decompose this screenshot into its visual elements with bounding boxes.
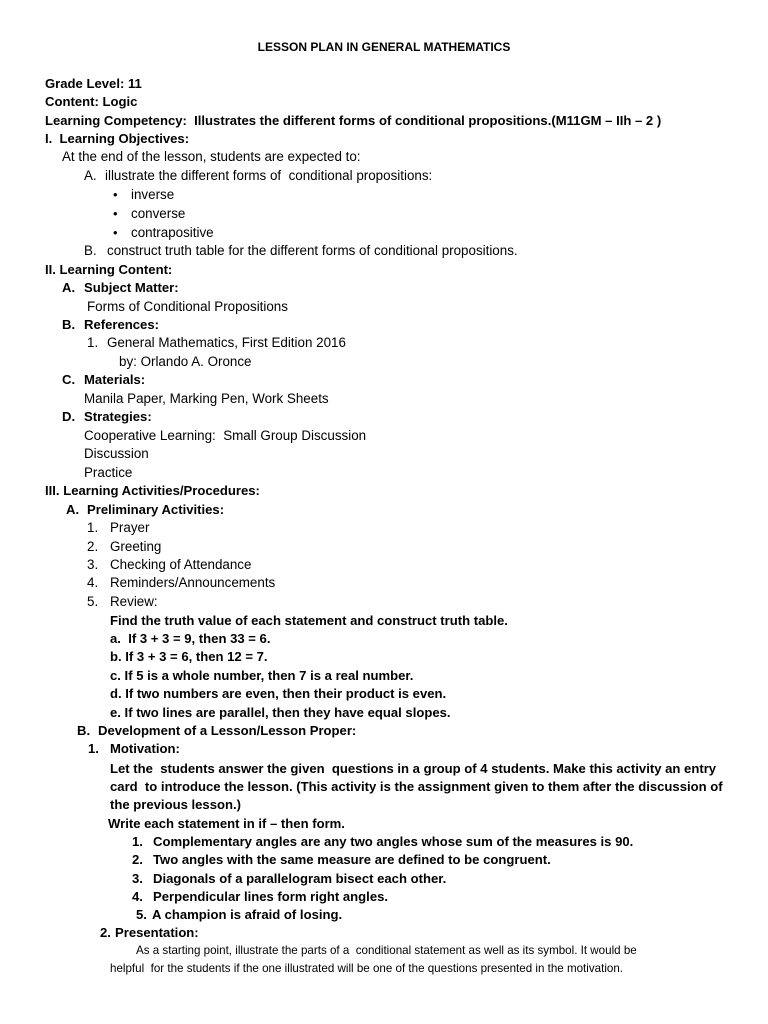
subheading-development: Development of a Lesson/Lesson Proper: xyxy=(98,723,357,738)
strategy-item: Practice xyxy=(84,465,133,480)
activity-item: Checking of Attendance xyxy=(110,557,252,572)
subheading-subject-matter: Subject Matter: xyxy=(84,280,179,295)
motivation-paragraph-line: card to introduce the lesson. (This activity is the assignment given to them after the discussion of xyxy=(110,779,723,794)
list-marker: 3. xyxy=(87,557,99,572)
list-marker: B. xyxy=(84,243,97,258)
activity-item: Greeting xyxy=(110,539,162,554)
objective-text: construct truth table for the different forms of conditional propositions. xyxy=(107,243,518,258)
list-marker: A. xyxy=(66,502,80,517)
presentation-paragraph-line: As a starting point, illustrate the parts of a conditional statement as well as its symbol. It would be xyxy=(136,944,637,957)
review-instruction: Find the truth value of each statement and construct truth table. xyxy=(110,613,508,628)
bullet-marker: • xyxy=(113,225,118,240)
review-statement: c. If 5 is a whole number, then 7 is a real number. xyxy=(110,668,414,683)
motivation-statement: Two angles with the same measure are defined to be congruent. xyxy=(153,852,551,867)
bullet-marker: • xyxy=(113,187,118,202)
motivation-statement: Complementary angles are any two angles whose sum of the measures is 90. xyxy=(153,834,634,849)
subheading-preliminary: Preliminary Activities: xyxy=(87,502,225,517)
list-marker: 5. xyxy=(136,907,147,922)
content-topic: Content: Logic xyxy=(45,94,138,109)
bullet-item: contrapositive xyxy=(131,225,214,240)
bullet-item: converse xyxy=(131,206,186,221)
list-marker: 1. xyxy=(87,520,99,535)
motivation-instruction: Write each statement in if – then form. xyxy=(108,816,345,831)
materials-text: Manila Paper, Marking Pen, Work Sheets xyxy=(84,391,329,406)
list-marker: C. xyxy=(62,372,76,387)
strategy-item: Discussion xyxy=(84,446,149,461)
motivation-paragraph-line: Let the students answer the given questions in a group of 4 students. Make this activity an entry xyxy=(110,761,717,776)
list-marker: 1. xyxy=(132,834,143,849)
document-title: LESSON PLAN IN GENERAL MATHEMATICS xyxy=(257,40,511,54)
list-marker: D. xyxy=(62,409,76,424)
list-marker: 5. xyxy=(87,594,99,609)
review-statement: e. If two lines are parallel, then they have equal slopes. xyxy=(110,705,451,720)
list-marker: A. xyxy=(62,280,76,295)
subheading-strategies: Strategies: xyxy=(84,409,152,424)
list-marker: 2. xyxy=(100,925,111,940)
motivation-paragraph-line: the previous lesson.) xyxy=(110,797,241,812)
list-marker: B. xyxy=(62,317,76,332)
review-statement: d. If two numbers are even, then their product is even. xyxy=(110,686,447,701)
review-statement: b. If 3 + 3 = 6, then 12 = 7. xyxy=(110,649,268,664)
review-statement: a. If 3 + 3 = 9, then 33 = 6. xyxy=(110,631,271,646)
subheading-motivation: Motivation: xyxy=(110,741,180,756)
activity-item: Prayer xyxy=(110,520,150,535)
list-marker: 1. xyxy=(88,741,99,756)
list-marker: 4. xyxy=(132,889,143,904)
learning-competency: Learning Competency: Illustrates the different forms of conditional propositions.(M11GM – IIh – 2 ) xyxy=(45,113,662,128)
list-marker: 3. xyxy=(132,871,143,886)
list-marker: A. xyxy=(84,168,97,183)
motivation-statement: A champion is afraid of losing. xyxy=(152,907,343,922)
list-marker: B. xyxy=(77,723,91,738)
subject-matter-text: Forms of Conditional Propositions xyxy=(87,299,288,314)
section-heading-procedures: III. Learning Activities/Procedures: xyxy=(45,483,260,498)
presentation-paragraph-line: helpful for the students if the one illustrated will be one of the questions presented in the motivation. xyxy=(110,962,624,975)
list-marker: 2. xyxy=(132,852,143,867)
section-heading-objectives: I. Learning Objectives: xyxy=(45,131,190,146)
motivation-statement: Diagonals of a parallelogram bisect each other. xyxy=(153,871,447,886)
list-marker: 2. xyxy=(87,539,99,554)
strategy-item: Cooperative Learning: Small Group Discussion xyxy=(84,428,367,443)
bullet-item: inverse xyxy=(131,187,175,202)
subheading-materials: Materials: xyxy=(84,372,146,387)
objective-text: illustrate the different forms of conditional propositions: xyxy=(105,168,433,183)
activity-item: Review: xyxy=(110,594,158,609)
section-heading-learning-content: II. Learning Content: xyxy=(45,262,173,277)
grade-level: Grade Level: 11 xyxy=(45,76,142,91)
subheading-presentation: Presentation: xyxy=(115,925,199,940)
motivation-statement: Perpendicular lines form right angles. xyxy=(153,889,389,904)
objectives-intro: At the end of the lesson, students are expected to: xyxy=(62,149,361,164)
subheading-references: References: xyxy=(84,317,159,332)
reference-author: by: Orlando A. Oronce xyxy=(119,354,252,369)
reference-title: General Mathematics, First Edition 2016 xyxy=(107,335,346,350)
activity-item: Reminders/Announcements xyxy=(110,575,276,590)
bullet-marker: • xyxy=(113,206,118,221)
list-marker: 4. xyxy=(87,575,99,590)
list-marker: 1. xyxy=(87,335,99,350)
